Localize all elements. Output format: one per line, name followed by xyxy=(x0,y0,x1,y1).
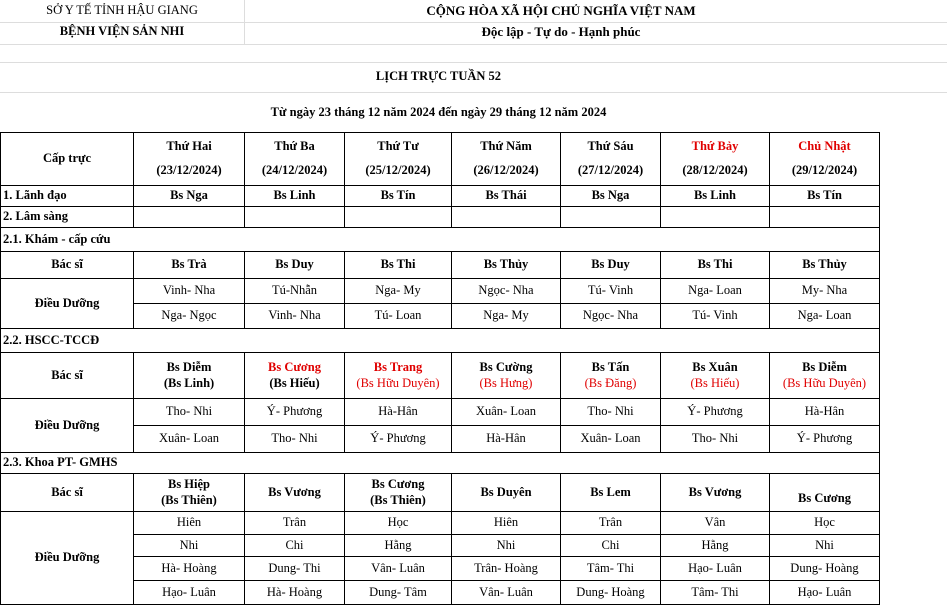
cell: Bs Linh xyxy=(245,186,345,207)
hscc-dd-row xyxy=(1,399,880,426)
cell: Vân- Luân xyxy=(452,581,561,605)
cell: Bs Duy xyxy=(561,252,661,279)
cell: Ngọc- Nha xyxy=(561,304,661,329)
section-row xyxy=(1,228,880,252)
cell: Bs Duy xyxy=(245,252,345,279)
row-label: Bác sĩ xyxy=(1,474,134,512)
cell: Ý- Phương xyxy=(245,399,345,426)
cell xyxy=(134,207,245,228)
cell: Bs Tấn (Bs Đăng) xyxy=(561,353,661,399)
cell xyxy=(561,207,661,228)
cell: Dung- Hoàng xyxy=(561,581,661,605)
cell: Bs Diễm (Bs Linh) xyxy=(134,353,245,399)
cell: Tâm- Thi xyxy=(661,581,770,605)
cell: Nhi xyxy=(770,535,880,557)
row-label: Bác sĩ xyxy=(1,353,134,399)
header-gridline xyxy=(0,22,947,23)
row-label: Điều Dưỡng xyxy=(1,512,134,605)
lam-sang-row xyxy=(1,207,880,228)
cell: Bs Lem xyxy=(561,474,661,512)
motto: Độc lập - Tự do - Hạnh phúc xyxy=(481,24,641,39)
cell: Hiên xyxy=(134,512,245,535)
kham-dd-row xyxy=(1,279,880,304)
section-row xyxy=(1,453,880,474)
cell xyxy=(770,207,880,228)
day-header: Thứ Bảy (28/12/2024) xyxy=(661,133,770,186)
page-title: LỊCH TRỰC TUẦN 52 xyxy=(375,69,502,83)
cell: Nga- Loan xyxy=(661,279,770,304)
cell: Chi xyxy=(245,535,345,557)
cell: Ý- Phương xyxy=(345,426,452,453)
day-header: Thứ Tư (25/12/2024) xyxy=(345,133,452,186)
kham-bac-si-row xyxy=(1,252,880,279)
hospital-name: BỆNH VIỆN SẢN NHI xyxy=(59,24,185,38)
cell: Bs Duyên xyxy=(452,474,561,512)
cell: Tâm- Thi xyxy=(561,557,661,581)
cell: Xuân- Loan xyxy=(452,399,561,426)
cell: Học xyxy=(770,512,880,535)
cell: Nga- My xyxy=(452,304,561,329)
cell: Bs Nga xyxy=(561,186,661,207)
duty-schedule-table xyxy=(0,132,880,605)
cell: Bs Thi xyxy=(661,252,770,279)
pt-bac-si-row xyxy=(1,474,880,512)
cell: Xuân- Loan xyxy=(561,426,661,453)
cell: Nga- Loan xyxy=(770,304,880,329)
lanh-dao-row xyxy=(1,186,880,207)
cell: Tho- Nhi xyxy=(561,399,661,426)
cell: Vinh- Nha xyxy=(245,304,345,329)
cell: Dung- Hoàng xyxy=(770,557,880,581)
cell: Bs Tín xyxy=(345,186,452,207)
cell: Nhi xyxy=(452,535,561,557)
cell xyxy=(345,207,452,228)
cell: Hiên xyxy=(452,512,561,535)
cell: Dung- Tâm xyxy=(345,581,452,605)
cell: Bs Vương xyxy=(661,474,770,512)
cell: Bs Thủy xyxy=(770,252,880,279)
pt-dd-row xyxy=(1,512,880,535)
cell: Tú- Loan xyxy=(345,304,452,329)
header-gridline xyxy=(0,92,947,93)
header-gridline xyxy=(0,44,947,45)
section-label: 2.3. Khoa PT- GMHS xyxy=(1,453,880,474)
day-header: Thứ Sáu (27/12/2024) xyxy=(561,133,661,186)
cell: Trân xyxy=(561,512,661,535)
cell: Ý- Phương xyxy=(770,426,880,453)
cell: Nga- My xyxy=(345,279,452,304)
cell: Hằng xyxy=(661,535,770,557)
date-range: Từ ngày 23 tháng 12 năm 2024 đến ngày 29 tháng 12 năm 2024 xyxy=(270,105,607,119)
cell: Học xyxy=(345,512,452,535)
cell: Tho- Nhi xyxy=(245,426,345,453)
cell: Vân xyxy=(661,512,770,535)
cell: Bs Diễm (Bs Hữu Duyên) xyxy=(770,353,880,399)
cell: Bs Tín xyxy=(770,186,880,207)
day-header: Thứ Ba (24/12/2024) xyxy=(245,133,345,186)
cell: Dung- Thi xyxy=(245,557,345,581)
cap-truc-header: Cấp trực xyxy=(1,133,134,186)
cell: Ngọc- Nha xyxy=(452,279,561,304)
cell: Bs Cường (Bs Hưng) xyxy=(452,353,561,399)
cell: Vinh- Nha xyxy=(134,279,245,304)
cell: Hạo- Luân xyxy=(134,581,245,605)
cell: Bs Vương xyxy=(245,474,345,512)
cell xyxy=(452,207,561,228)
cell: Bs Linh xyxy=(661,186,770,207)
cell: Bs Cương (Bs Hiếu) xyxy=(245,353,345,399)
cell: Tú-Nhẫn xyxy=(245,279,345,304)
section-row xyxy=(1,329,880,353)
hscc-bac-si-row xyxy=(1,353,880,399)
cell: Hà-Hân xyxy=(452,426,561,453)
cell: Hạo- Luân xyxy=(661,557,770,581)
cell: Bs Trà xyxy=(134,252,245,279)
day-header: Thứ Hai (23/12/2024) xyxy=(134,133,245,186)
cell: Bs Xuân (Bs Hiếu) xyxy=(661,353,770,399)
row-label: 1. Lãnh đạo xyxy=(1,186,134,207)
cell: Bs Cương (Bs Thiên) xyxy=(345,474,452,512)
cell: Bs Nga xyxy=(134,186,245,207)
cell: Tú- Vinh xyxy=(561,279,661,304)
cell: Xuân- Loan xyxy=(134,426,245,453)
cell: Ý- Phương xyxy=(661,399,770,426)
cell xyxy=(245,207,345,228)
cell: Tho- Nhi xyxy=(661,426,770,453)
section-label: 2.2. HSCC-TCCĐ xyxy=(1,329,880,353)
day-header: Chủ Nhật (29/12/2024) xyxy=(770,133,880,186)
cell: My- Nha xyxy=(770,279,880,304)
row-label: Điều Dưỡng xyxy=(1,279,134,329)
ministry-name: SỞ Y TẾ TỈNH HẬU GIANG xyxy=(46,3,198,17)
cell xyxy=(661,207,770,228)
row-label: Bác sĩ xyxy=(1,252,134,279)
cell: Bs Thủy xyxy=(452,252,561,279)
cell: Hà-Hân xyxy=(770,399,880,426)
cell: Bs Thi xyxy=(345,252,452,279)
country-name: CỘNG HÒA XÃ HỘI CHỦ NGHĨA VIỆT NAM xyxy=(426,3,696,18)
cell: Hằng xyxy=(345,535,452,557)
header-gridline xyxy=(0,62,947,63)
cell: Tú- Vinh xyxy=(661,304,770,329)
cell: Trân xyxy=(245,512,345,535)
cell: Bs Trang (Bs Hữu Duyên) xyxy=(345,353,452,399)
cell: Hạo- Luân xyxy=(770,581,880,605)
cell: Hà- Hoàng xyxy=(134,557,245,581)
cell: Hà-Hân xyxy=(345,399,452,426)
cell: Bs Hiệp (Bs Thiên) xyxy=(134,474,245,512)
cell: Hà- Hoàng xyxy=(245,581,345,605)
cell: Chi xyxy=(561,535,661,557)
cell: Trân- Hoàng xyxy=(452,557,561,581)
day-header: Thứ Năm (26/12/2024) xyxy=(452,133,561,186)
cell: Nhi xyxy=(134,535,245,557)
document-header xyxy=(0,0,947,62)
day-header-row xyxy=(1,133,880,186)
cell: Vân- Luân xyxy=(345,557,452,581)
cell: Bs Thái xyxy=(452,186,561,207)
section-label: 2.1. Khám - cấp cứu xyxy=(1,228,880,252)
row-label: Điều Dưỡng xyxy=(1,399,134,453)
row-label: 2. Lâm sàng xyxy=(1,207,134,228)
cell: Tho- Nhi xyxy=(134,399,245,426)
cell: Nga- Ngọc xyxy=(134,304,245,329)
cell: Bs Cương xyxy=(770,474,880,512)
